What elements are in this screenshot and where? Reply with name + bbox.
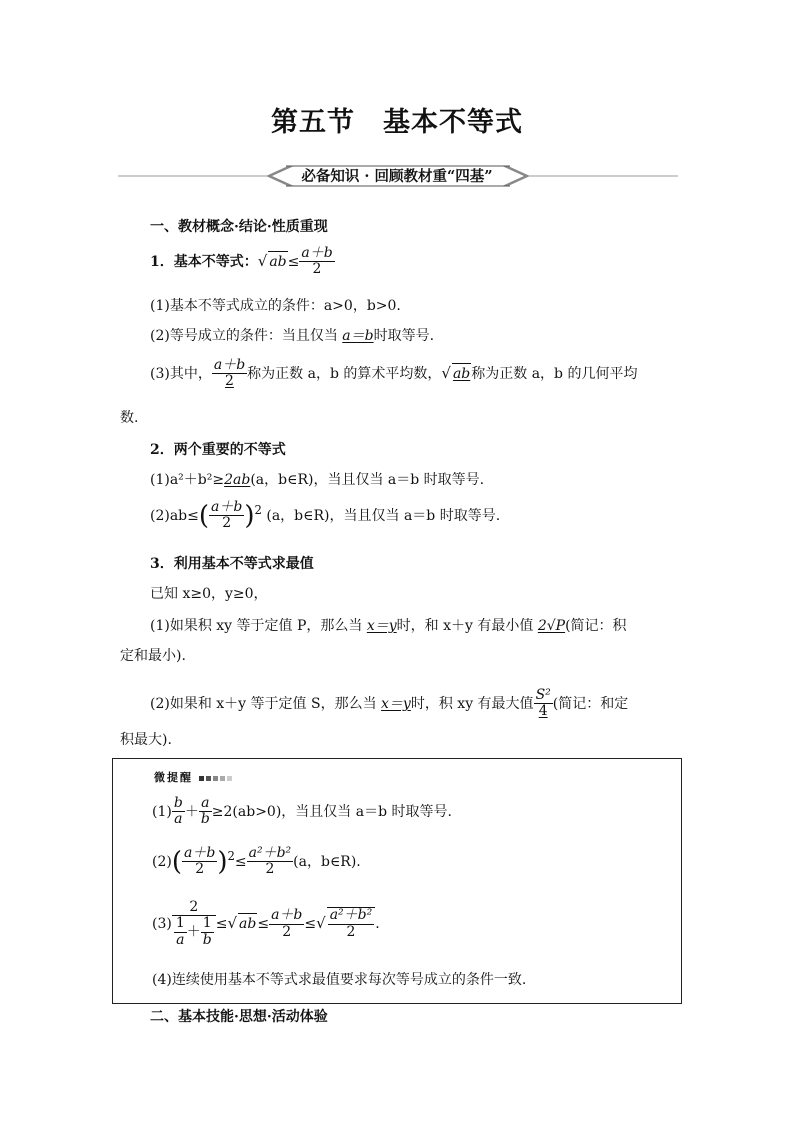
section-heading-2: 二、基本技能·思想·活动体验 (150, 1009, 328, 1025)
condition-3: (3)其中， $\frac{a+b}{2}$ 称为正数 a，b 的算术平均数，√ ab称为正数 a，b 的几何平均 (150, 357, 638, 390)
tip-4: (4)连续使用基本不等式求最值要求每次等号成立的条件一致. (152, 972, 527, 988)
max-min-rule-1-end: 定和最小). (120, 648, 186, 664)
tip-3: (3) 2 $\frac{1}{a}$ ＋ $\frac{1}{b}$ ≤√ ab≤ $\frac{a+b}{2}$ ≤√ $\frac{\text{a²＋b²}}{2}$ . (152, 899, 380, 948)
tip-label: 微提醒 (154, 769, 234, 785)
tip-dots-icon (199, 771, 234, 784)
max-min-rule-1: (1)如果积 xy 等于定值 P，那么当 x＝y时，和 x＋y 有最小值 2√P(简记：积 (150, 618, 627, 634)
item-2-heading: 2．两个重要的不等式 (150, 442, 286, 458)
item-3-heading: 3．利用基本不等式求最值 (150, 556, 314, 572)
inequality-1: (1)a²＋b²≥2ab(a，b∈R)，当且仅当 a＝b 时取等号. (150, 472, 485, 488)
max-min-rule-2-end: 积最大). (120, 732, 172, 748)
condition-1: (1)基本不等式成立的条件：a>0，b>0. (150, 298, 401, 314)
given-condition: 已知 x≥0，y≥0， (150, 586, 268, 602)
condition-3-end: 数. (120, 410, 139, 426)
page-title: 第五节 基本不等式 (271, 107, 523, 138)
max-min-rule-2: (2)如果和 x＋y 等于定值 S，那么当 x＝y时，积 xy 有最大值 $\frac{\text{S²}}{4}$ (简记：和定 (150, 687, 629, 720)
tip-2: (2)( $\frac{a+b}{2}$ )$^2$≤ $\frac{\text{a²＋b²}}{2}$ (a，b∈R). (152, 845, 361, 878)
tip-1: (1) $\frac{b}{a}$ ＋ $\frac{a}{b}$ ≥2(ab>0)，当且仅当 a＝b 时取等号. (152, 795, 452, 828)
section-heading-1: 一、教材概念·结论·性质重现 (150, 219, 328, 235)
banner-title: 必备知识 · 回顾教材重“四基” (301, 168, 493, 185)
inequality-2: (2)ab≤( $\frac{a+b}{2}$ )$^2$ (a，b∈R)，当且仅当 a＝b 时取等号. (150, 499, 501, 532)
item-1-basic-inequality: 1．基本不等式：√ ab≤ $\frac{a+b}{2}$ (150, 245, 333, 278)
condition-2: (2)等号成立的条件：当且仅当 a＝b时取等号. (150, 328, 435, 344)
tip-box (112, 758, 682, 1004)
